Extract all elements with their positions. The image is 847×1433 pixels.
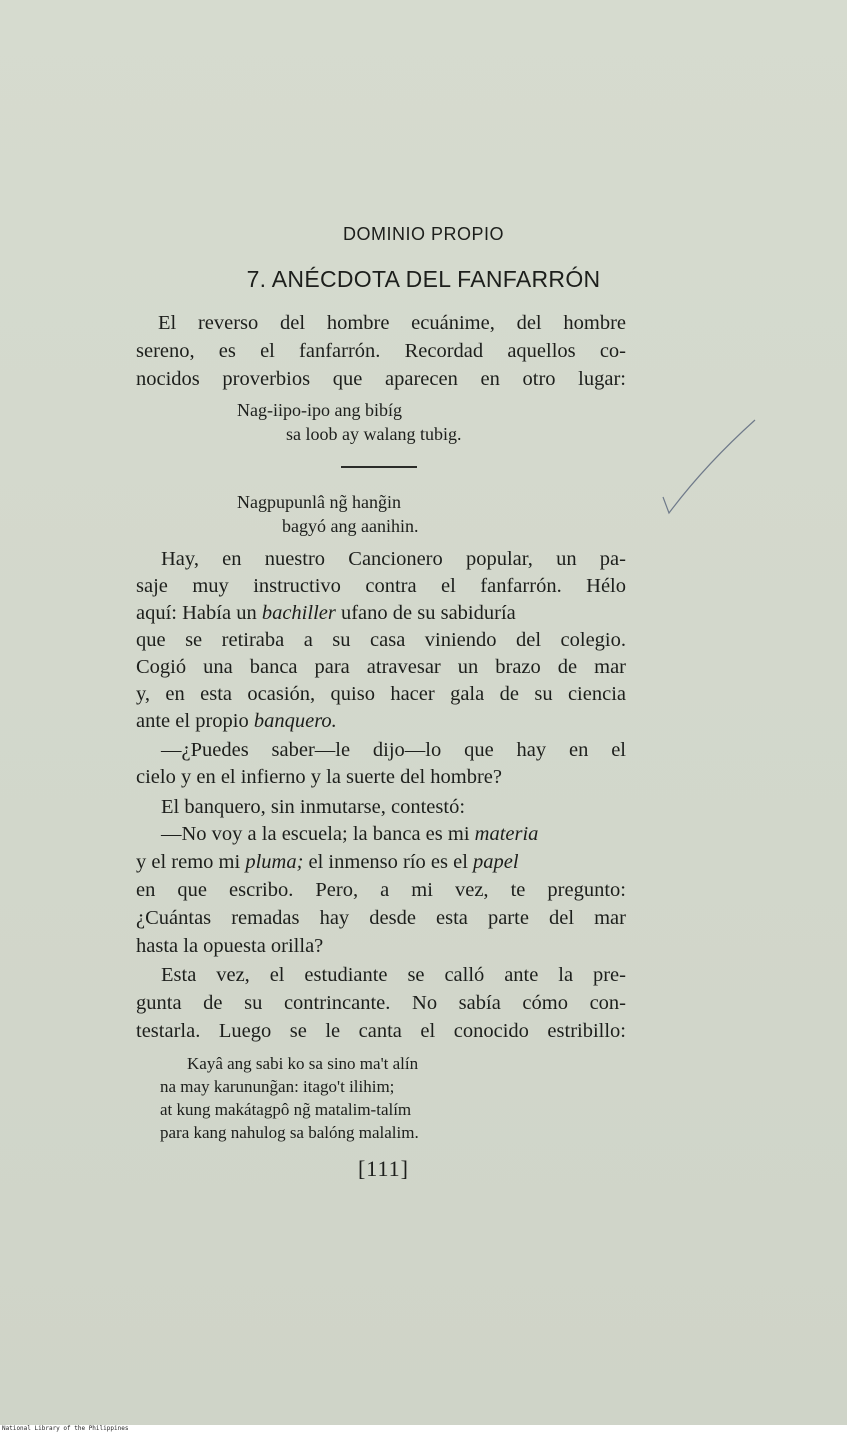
chapter-title: 7. ANÉCDOTA DEL FANFARRÓN <box>246 266 601 292</box>
proverb-line: sa loob ay walang tubig. <box>286 424 462 444</box>
text-line: ¿Cuántas remadas hay desde esta parte del mar <box>136 907 626 929</box>
song-line: para kang nahulog sa balóng malalim. <box>160 1123 419 1142</box>
text-line: ante el propio banquero. <box>136 710 337 732</box>
text-line: sereno, es el fanfarrón. Recordad aquellos co- <box>136 340 626 362</box>
song-line: at kung makátagpô ng̃ matalim-talím <box>160 1100 412 1119</box>
text-line: El reverso del hombre ecuánime, del hombre <box>158 312 626 334</box>
text-line: —¿Puedes saber—le dijo—lo que hay en el <box>161 739 626 761</box>
text-line: Esta vez, el estudiante se calló ante la pre- <box>161 964 626 986</box>
text-line: El banquero, sin inmutarse, contestó: <box>161 796 466 818</box>
text-line: y, en esta ocasión, quiso hacer gala de su ciencia <box>136 683 626 705</box>
song-line: Kayâ ang sabi ko sa sino ma't alín <box>187 1054 419 1073</box>
proverb-line: Nagpupunlâ ng̃ hang̃in <box>237 492 401 512</box>
library-credit: National Library of the Philippines <box>2 1425 129 1432</box>
text-line: nocidos proverbios que aparecen en otro lugar: <box>136 368 626 390</box>
text-line: y el remo mi pluma; el inmenso río es el papel <box>136 851 519 873</box>
library-footer <box>0 1425 847 1433</box>
text-line: que se retiraba a su casa viniendo del colegio. <box>136 629 626 651</box>
text-line: Cogió una banca para atravesar un brazo de mar <box>136 656 626 678</box>
text-line: cielo y en el infierno y la suerte del hombre? <box>136 766 503 788</box>
text-line: gunta de su contrincante. No sabía cómo con- <box>136 992 626 1014</box>
running-header: DOMINIO PROPIO <box>342 224 504 244</box>
section-divider <box>341 466 417 468</box>
text-line: saje muy instructivo contra el fanfarrón. Hélo <box>136 575 626 597</box>
song-line: na may karunung̃an: itago't ilihim; <box>160 1077 395 1096</box>
text-line: aquí: Había un bachiller ufano de su sabiduría <box>136 602 516 624</box>
pencil-check-mark-icon <box>655 415 760 520</box>
text-line: —No voy a la escuela; la banca es mi materia <box>161 823 539 845</box>
text-line: en que escribo. Pero, a mi vez, te pregunto: <box>136 879 626 901</box>
text-line: Hay, en nuestro Cancionero popular, un pa- <box>161 548 626 570</box>
text-line: hasta la opuesta orilla? <box>136 935 324 957</box>
proverb-line: bagyó ang aanihin. <box>282 516 419 536</box>
proverb-line: Nag-iipo-ipo ang bibíg <box>237 400 402 420</box>
page-number: [111] <box>357 1156 410 1181</box>
text-line: testarla. Luego se le canta el conocido estribillo: <box>136 1020 626 1042</box>
